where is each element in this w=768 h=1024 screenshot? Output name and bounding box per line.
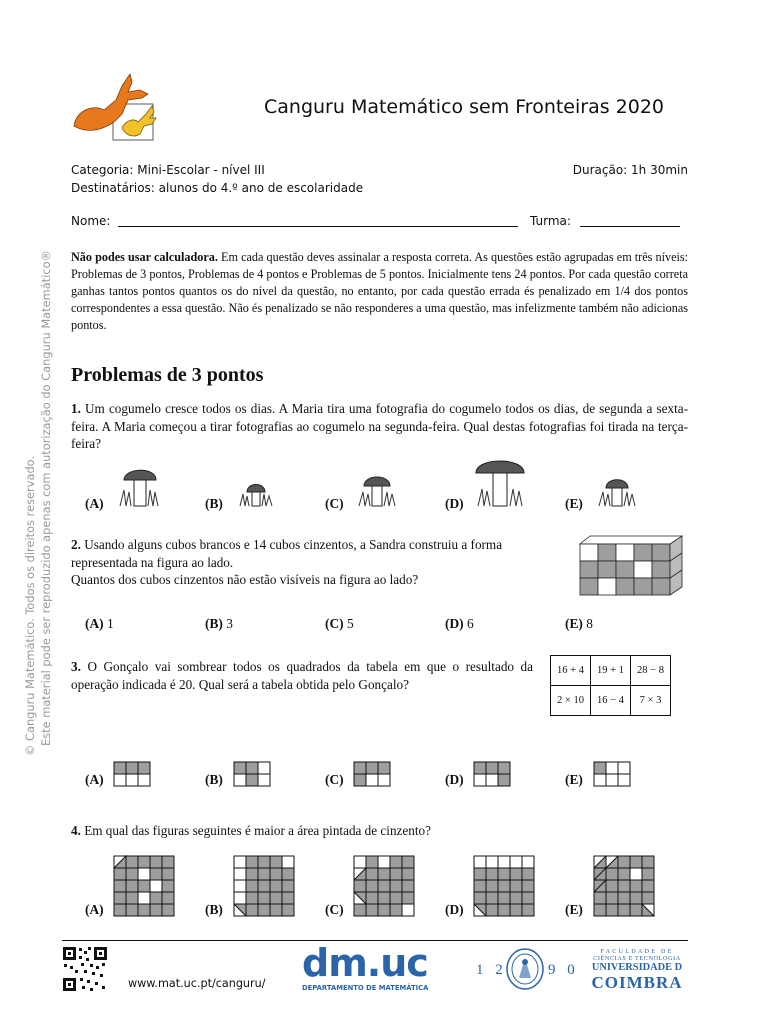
cube-shape-figure: [576, 532, 684, 598]
q3-option-d[interactable]: (D): [445, 772, 464, 787]
mushroom-d-icon: [472, 455, 528, 508]
q4-option-e[interactable]: (E): [565, 902, 583, 917]
area-figure-b: [233, 855, 295, 917]
name-label: Nome:: [71, 214, 111, 228]
dm-logo-text: dm.uc: [302, 941, 428, 985]
q2-option-b[interactable]: (B) 3: [205, 616, 233, 631]
question-3-number: 3.: [71, 659, 81, 674]
grid-c-icon: [353, 761, 393, 787]
instructions: [71, 249, 688, 334]
question-2-number: 2.: [71, 537, 81, 552]
q1-option-b[interactable]: (B): [205, 496, 223, 511]
op-cell: 7 × 3: [631, 686, 671, 716]
question-3-text: O Gonçalo vai sombrear todos os quadrados da tabela em que o resultado da operação indicada é 20. Qual será a tabela obtida pelo Gonçalo?: [71, 659, 534, 692]
grid-e-icon: [593, 761, 633, 787]
q3-option-e[interactable]: (E): [565, 772, 583, 787]
question-2: [71, 536, 571, 589]
grid-d-icon: [473, 761, 513, 787]
question-2-line2: Quantos dos cubos cinzentos não estão visíveis na figura ao lado?: [71, 572, 419, 587]
mushroom-e-icon: [596, 474, 638, 508]
area-figure-a: [113, 855, 175, 917]
area-figure-c: [353, 855, 415, 917]
op-cell: 2 × 10: [551, 686, 591, 716]
q4-option-a[interactable]: (A): [85, 902, 104, 917]
class-field[interactable]: [580, 226, 680, 227]
class-label: Turma:: [530, 214, 571, 228]
duration-text: Duração: 1h 30min: [572, 163, 688, 177]
year-left: 1 2: [476, 962, 507, 978]
q2-option-c[interactable]: (C) 5: [325, 616, 354, 631]
grid-b-icon: [233, 761, 273, 787]
q2-option-a[interactable]: (A) 1: [85, 616, 114, 631]
area-figure-d: [473, 855, 535, 917]
question-1-text: Um cogumelo cresce todos os dias. A Maria tira uma fotografia do cogumelo todos os dias, de segunda a sexta-feira. A Maria começou a tirar fotografias ao cogumelo na segunda-feira. Qual destas fotografias foi tirada na terça-feira?: [71, 401, 689, 451]
q3-option-c[interactable]: (C): [325, 772, 344, 787]
copyright-line-2: Este material pode ser reproduzido apenas com autorização do Canguru Matemático®: [39, 250, 53, 746]
q3-option-b[interactable]: (B): [205, 772, 223, 787]
instructions-bold: Não podes usar calculadora.: [71, 250, 218, 264]
q2-option-d[interactable]: (D) 6: [445, 616, 474, 631]
mushroom-a-icon: [114, 460, 164, 508]
question-2-line1: Usando alguns cubos brancos e 14 cubos cinzentos, a Sandra construiu a forma representada na figura ao lado.: [71, 537, 503, 570]
q1-option-e[interactable]: (E): [565, 496, 583, 511]
q1-option-a[interactable]: (A): [85, 496, 104, 511]
category-text: Categoria: Mini-Escolar - nível III: [71, 163, 265, 177]
instructions-text: Em cada questão deves assinalar a resposta correta. As questões estão agrupadas em três níveis: Problemas de 3 pontos, Problemas de 4 pontos e Problemas de 5 pontos. Inicialmente tens 24 pontos. Por cada questão correta ganhas tantos pontos quantos os do nível da questão, no entanto, por cada questão errada és penalizado em 1/4 dos pontos correspondentes a essa questão. Não és penalizado se não responderes a uma questão, mas infelizmente também não adicionas pontos.: [71, 250, 688, 332]
dm-logo-subtitle: DEPARTAMENTO DE MATEMÁTICA: [302, 984, 429, 992]
question-1: [71, 400, 688, 453]
question-4-text: Em qual das figuras seguintes é maior a área pintada de cinzento?: [84, 823, 431, 838]
op-cell: 16 + 4: [551, 656, 591, 686]
mushroom-b-icon: [236, 480, 276, 508]
q1-option-c[interactable]: (C): [325, 496, 344, 511]
audience-text: Destinatários: alunos do 4.º ano de escolaridade: [71, 181, 364, 195]
fct-line-2: CIÊNCIAS E TECNOLOGIA: [593, 955, 681, 962]
question-4: [71, 822, 688, 840]
mushroom-c-icon: [356, 470, 400, 508]
year-right: 9 0: [548, 962, 579, 978]
uc-fct-logo: [585, 948, 689, 991]
question-4-number: 4.: [71, 823, 81, 838]
uni-line: UNIVERSIDADE D: [591, 962, 683, 973]
op-cell: 19 + 1: [591, 656, 631, 686]
fct-line-1: FACULDADE DE: [600, 948, 674, 955]
qr-code-icon[interactable]: [62, 946, 108, 992]
op-cell: 28 − 8: [631, 656, 671, 686]
grid-a-icon: [113, 761, 153, 787]
website-link[interactable]: www.mat.uc.pt/canguru/: [128, 977, 266, 990]
question-3: [71, 658, 533, 693]
name-field[interactable]: [118, 226, 518, 227]
q2-option-e[interactable]: (E) 8: [565, 616, 593, 631]
operations-table: [550, 655, 671, 716]
q1-option-d[interactable]: (D): [445, 496, 464, 511]
q4-option-d[interactable]: (D): [445, 902, 464, 917]
copyright-line-1: © Canguru Matemático. Todos os direitos reservado.: [23, 455, 37, 756]
area-figure-e: [593, 855, 655, 917]
coimbra-line: COIMBRA: [591, 973, 683, 992]
q3-option-a[interactable]: (A): [85, 772, 104, 787]
q4-option-b[interactable]: (B): [205, 902, 223, 917]
dm-logo: [302, 941, 429, 992]
op-cell: 16 − 4: [591, 686, 631, 716]
section-title: Problemas de 3 pontos: [71, 364, 264, 386]
university-seal-icon: [505, 948, 545, 990]
kangaroo-logo: [70, 70, 162, 142]
q4-option-c[interactable]: (C): [325, 902, 344, 917]
page-title: Canguru Matemático sem Fronteiras 2020: [264, 96, 665, 118]
question-1-number: 1.: [71, 401, 81, 416]
